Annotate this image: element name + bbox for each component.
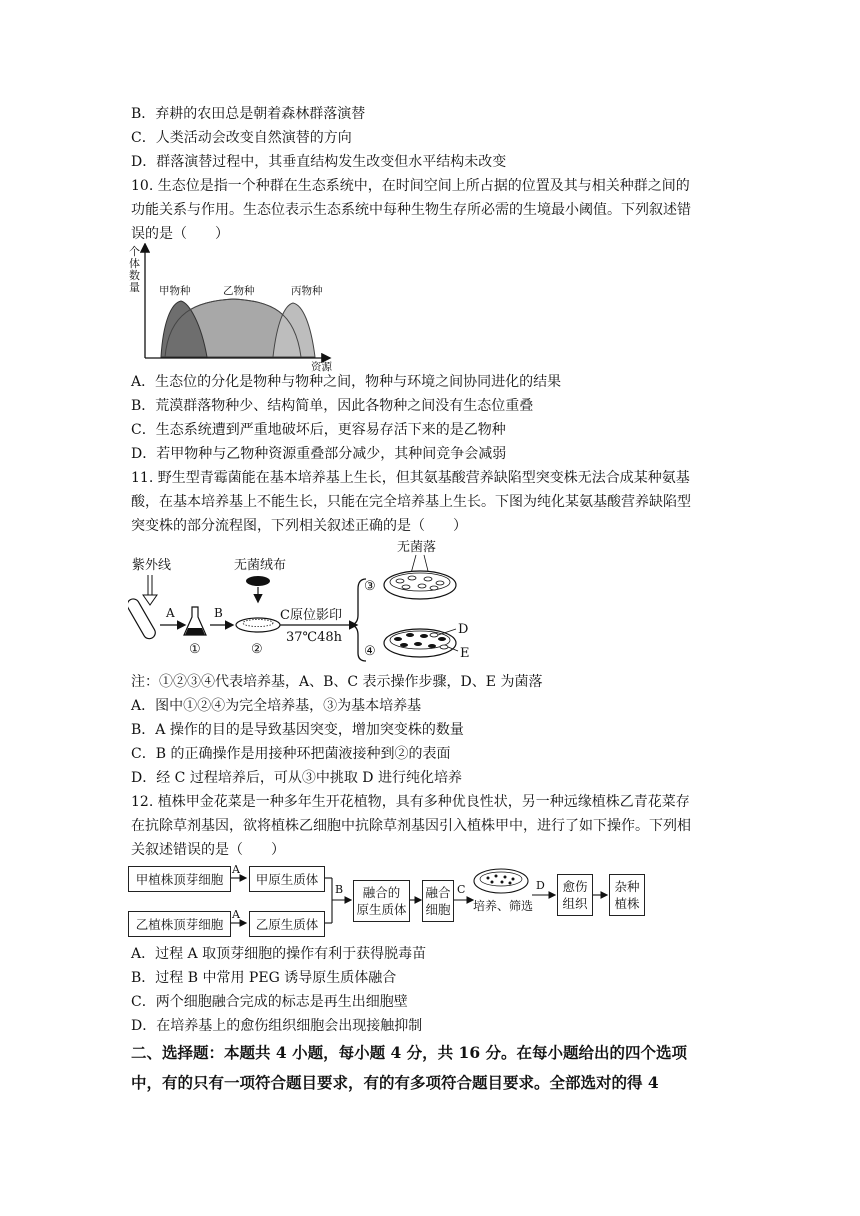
fused-cell-box [422, 880, 454, 922]
flow-culture-label: 培养、筛选 [473, 899, 534, 913]
callus-line-1: 愈伤 [562, 879, 588, 894]
q10-option-c: C．生态系统遭到严重地破坏后，更容易存活下来的是乙物种 [131, 422, 506, 438]
q10-option-b: B．荒漠群落物种少、结构简单，因此各物种之间没有生态位重叠 [131, 398, 534, 414]
q11-option-b: B．A 操作的目的是导致基因突变，增加突变株的数量 [131, 722, 464, 738]
fusion-flow-figure [128, 860, 668, 942]
fused-protoplast-line-2: 原生质体 [356, 902, 407, 917]
jia-cell-box: 甲植株顶芽细胞 [128, 866, 231, 892]
callus-line-2: 组织 [562, 896, 588, 911]
q11-option-c: C．B 的正确操作是用接种环把菌液接种到②的表面 [131, 746, 451, 762]
ylabel-char-1: 个 [129, 245, 140, 258]
q12-option-d: D．在培养基上的愈伤组织细胞会出现接触抑制 [131, 1018, 423, 1034]
flow-step-b: B [335, 883, 344, 896]
species-jia-label: 甲物种 [159, 285, 191, 297]
q10-stem-line-1: 10. 生态位是指一个种群在生态系统中，在时间空间上所占据的位置及其与相关种群之间的 [131, 178, 690, 194]
q12-stem-line-1: 12. 植株甲金花菜是一种多年生开花植物，具有多种优良性状，另一种远缘植株乙青花菜存 [131, 794, 690, 810]
niche-figure [125, 243, 335, 373]
step-a: A [166, 606, 175, 620]
species-bing-label: 丙物种 [291, 285, 323, 297]
flow-step-a-bottom: A [232, 908, 240, 921]
yi-protoplast-box: 乙原生质体 [249, 911, 325, 937]
hybrid-plant-box [609, 874, 645, 916]
medium-3-label: ③ [364, 579, 376, 594]
colony-d-label: D [458, 622, 469, 637]
condition-label: 37℃48h [286, 630, 342, 645]
ylabel-char-2: 体 [129, 257, 140, 270]
species-yi-label: 乙物种 [223, 285, 255, 297]
step-b: B [214, 606, 223, 620]
fused-cell-line-2: 细胞 [425, 902, 451, 917]
q12-option-a: A．过程 A 取顶芽细胞的操作有利于获得脱毒苗 [131, 946, 427, 962]
q11-option-d: D．经 C 过程培养后，可从③中挑取 D 进行纯化培养 [131, 770, 462, 786]
flow-step-c: C [457, 883, 466, 896]
flow-step-d: D [536, 879, 545, 892]
ylabel-char-4: 量 [129, 281, 140, 294]
hybrid-line-2: 植株 [614, 896, 640, 911]
q11-note: 注：①②③④代表培养基，A、B、C 表示操作步骤，D、E 为菌落 [131, 674, 543, 690]
q10-stem-line-2: 功能关系与作用。生态位表示生态系统中每种生物生存所必需的生境最小阈值。下列叙述错 [131, 202, 691, 218]
q9-option-b: B．弃耕的农田总是朝着森林群落演替 [131, 106, 366, 122]
step-c: C原位影印 [280, 608, 342, 623]
q9-option-d: D．群落演替过程中，其垂直结构发生改变但水平结构未改变 [131, 154, 507, 170]
q12-option-c: C．两个细胞融合完成的标志是再生出细胞壁 [131, 994, 408, 1010]
flow-step-a-top: A [232, 863, 240, 876]
jia-protoplast-box: 甲原生质体 [249, 866, 325, 892]
no-colony-label: 无菌落 [397, 540, 437, 555]
q11-option-a: A．图中①②④为完全培养基，③为基本培养基 [131, 698, 422, 714]
section-2-line-1: 二、选择题：本题共 4 小题，每小题 4 分，共 16 分。在每小题给出的四个选项 [131, 1043, 688, 1062]
fused-protoplast-line-1: 融合的 [362, 885, 401, 900]
colony-e-label: E [460, 646, 470, 661]
fused-protoplast-box [353, 880, 410, 922]
xlabel: 资源 [311, 361, 332, 373]
hybrid-line-1: 杂种 [614, 879, 640, 894]
medium-1-label: ① [189, 642, 201, 657]
yi-cell-box: 乙植株顶芽细胞 [128, 911, 231, 937]
medium-2-label: ② [251, 642, 263, 657]
fused-cell-line-1: 融合 [425, 885, 451, 900]
callus-box [557, 874, 593, 916]
q12-stem-line-2: 在抗除草剂基因，欲将植株乙细胞中抗除草剂基因引入植株甲中，进行了如下操作。下列相 [131, 818, 691, 834]
q11-stem-line-1: 11. 野生型青霉菌能在基本培养基上生长，但其氨基酸营养缺陷型突变株无法合成某种氨基 [131, 470, 690, 486]
q9-option-c: C．人类活动会改变自然演替的方向 [131, 130, 352, 146]
q11-stem-line-3: 突变株的部分流程图，下列相关叙述正确的是（ ） [131, 518, 467, 534]
q10-option-d: D．若甲物种与乙物种资源重叠部分减少，其种间竞争会减弱 [131, 446, 507, 462]
q12-option-b: B．过程 B 中常用 PEG 诱导原生质体融合 [131, 970, 397, 986]
q10-option-a: A．生态位的分化是物种与物种之间，物种与环境之间协同进化的结果 [131, 374, 562, 390]
q10-stem-line-3: 误的是（ ） [131, 226, 229, 242]
velvet-label: 无菌绒布 [234, 558, 287, 573]
q12-stem-line-3: 关叙述错误的是（ ） [131, 842, 285, 858]
ylabel-char-3: 数 [129, 269, 140, 282]
uv-label: 紫外线 [132, 558, 172, 573]
medium-4-label: ④ [364, 644, 376, 659]
section-2-line-2: 中，有的只有一项符合题目要求，有的有多项符合题目要求。全部选对的得 4 [131, 1073, 659, 1092]
mutant-flow-figure [128, 535, 488, 665]
q11-stem-line-2: 酸，在基本培养基上不能生长，只能在完全培养基上生长。下图为纯化某氨基酸营养缺陷型 [131, 494, 691, 510]
